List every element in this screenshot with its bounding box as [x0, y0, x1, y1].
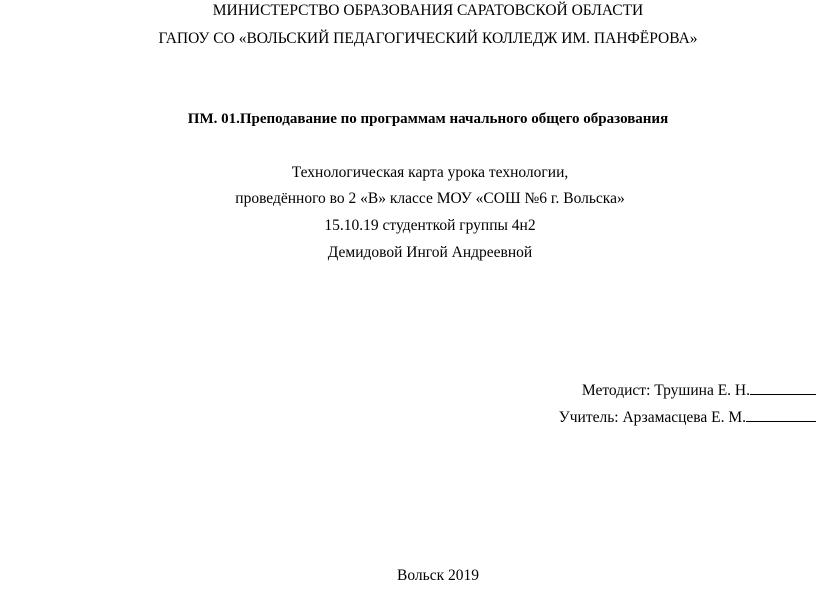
methodist-signature	[582, 380, 816, 401]
teacher-signature-blank	[746, 407, 816, 422]
methodist-signature-blank	[750, 380, 816, 395]
city-year: Вольск 2019	[397, 567, 479, 584]
card-date-line: 15.10.19 студенткой группы 4н2	[324, 217, 536, 234]
college-heading: ГАПОУ СО «ВОЛЬСКИЙ ПЕДАГОГИЧЕСКИЙ КОЛЛЕДЖ ИМ. ПАНФЁРОВА»	[158, 30, 698, 47]
module-title: ПМ. 01.Преподавание по программам начального общего образования	[187, 111, 669, 127]
methodist-label: Методист: Трушина Е. Н.	[581, 382, 750, 399]
card-title-line: Технологическая карта урока технологии,	[291, 164, 569, 181]
card-student-line: Демидовой Ингой Андреевной	[327, 244, 533, 261]
teacher-label: Учитель: Арзамасцева Е. М.	[558, 409, 746, 426]
card-class-line: проведённого во 2 «В» классе МОУ «СОШ №6 г. Вольска»	[235, 190, 625, 207]
teacher-signature	[559, 407, 816, 428]
ministry-heading: МИНИСТЕРСТВО ОБРАЗОВАНИЯ САРАТОВСКОЙ ОБЛАСТИ	[212, 2, 644, 19]
